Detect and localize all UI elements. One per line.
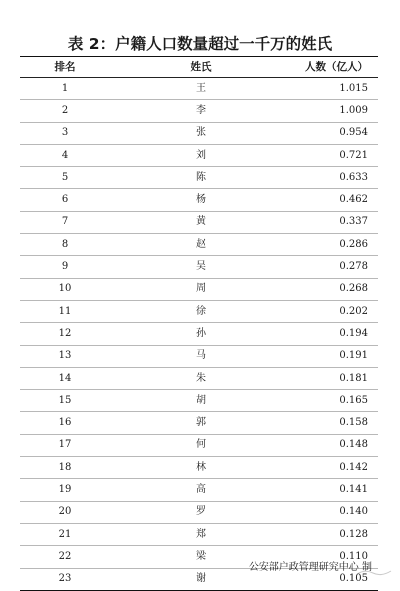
table-row: [20, 523, 378, 545]
table-row: [20, 256, 378, 278]
surname-cell: 谢: [110, 568, 268, 590]
table-row: [20, 434, 378, 456]
population-cell: 1.015: [268, 78, 378, 100]
population-cell: 0.181: [268, 367, 378, 389]
surname-cell: 李: [110, 100, 268, 122]
table-row: [20, 390, 378, 412]
surname-cell: 赵: [110, 234, 268, 256]
table-row: [20, 122, 378, 144]
surname-cell: 刘: [110, 144, 268, 166]
population-cell: 0.202: [268, 300, 378, 322]
table-body: [20, 78, 378, 591]
column-header-population: 人数（亿人）: [268, 57, 378, 78]
population-cell: 0.158: [268, 412, 378, 434]
table-row: [20, 412, 378, 434]
population-cell: 0.142: [268, 457, 378, 479]
surname-cell: 孙: [110, 323, 268, 345]
surname-cell: 吴: [110, 256, 268, 278]
population-cell: 0.721: [268, 144, 378, 166]
surname-cell: 林: [110, 457, 268, 479]
rank-cell: 16: [20, 412, 110, 434]
population-cell: 0.105: [268, 568, 378, 590]
rank-cell: 10: [20, 278, 110, 300]
table-row: [20, 100, 378, 122]
surname-cell: 王: [110, 78, 268, 100]
rank-cell: 12: [20, 323, 110, 345]
population-cell: 0.268: [268, 278, 378, 300]
population-cell: 0.337: [268, 211, 378, 233]
rank-cell: 9: [20, 256, 110, 278]
population-cell: 0.954: [268, 122, 378, 144]
table-row: [20, 234, 378, 256]
table-title: 表 2：户籍人口数量超过一千万的姓氏: [67, 35, 333, 53]
population-cell: 0.165: [268, 390, 378, 412]
table-row: [20, 144, 378, 166]
surname-cell: 郑: [110, 523, 268, 545]
table-row: [20, 367, 378, 389]
surname-cell: 朱: [110, 367, 268, 389]
table-row: [20, 323, 378, 345]
table-header-row: [20, 57, 378, 78]
population-cell: 0.286: [268, 234, 378, 256]
surname-cell: 高: [110, 479, 268, 501]
surname-cell: 郭: [110, 412, 268, 434]
column-header-surname: 姓氏: [110, 57, 268, 78]
population-cell: 0.141: [268, 479, 378, 501]
table-row: [20, 189, 378, 211]
surname-cell: 陈: [110, 167, 268, 189]
population-cell: 0.462: [268, 189, 378, 211]
surname-cell: 梁: [110, 546, 268, 568]
table-row: [20, 479, 378, 501]
rank-cell: 18: [20, 457, 110, 479]
rank-cell: 2: [20, 100, 110, 122]
table-row: [20, 211, 378, 233]
table-row: [20, 345, 378, 367]
population-cell: 0.633: [268, 167, 378, 189]
rank-cell: 14: [20, 367, 110, 389]
rank-cell: 4: [20, 144, 110, 166]
surname-cell: 杨: [110, 189, 268, 211]
table-row: [20, 457, 378, 479]
table-row: [20, 78, 378, 100]
surname-cell: 马: [110, 345, 268, 367]
rank-cell: 19: [20, 479, 110, 501]
rank-cell: 13: [20, 345, 110, 367]
source-credit: 公安部户政管理研究中心 制: [248, 562, 372, 573]
surname-cell: 何: [110, 434, 268, 456]
surname-cell: 黄: [110, 211, 268, 233]
rank-cell: 6: [20, 189, 110, 211]
rank-cell: 17: [20, 434, 110, 456]
population-cell: 1.009: [268, 100, 378, 122]
population-cell: 0.191: [268, 345, 378, 367]
rank-cell: 1: [20, 78, 110, 100]
surname-cell: 胡: [110, 390, 268, 412]
table-row: [20, 167, 378, 189]
table-row: [20, 278, 378, 300]
rank-cell: 21: [20, 523, 110, 545]
surname-table: [20, 56, 378, 591]
population-cell: 0.194: [268, 323, 378, 345]
table-row: [20, 501, 378, 523]
surname-cell: 张: [110, 122, 268, 144]
surname-cell: 周: [110, 278, 268, 300]
population-cell: 0.140: [268, 501, 378, 523]
column-header-rank: 排名: [20, 57, 110, 78]
surname-cell: 徐: [110, 300, 268, 322]
rank-cell: 15: [20, 390, 110, 412]
population-cell: 0.110: [268, 546, 378, 568]
rank-cell: 5: [20, 167, 110, 189]
watermark-mark: [356, 568, 392, 576]
population-cell: 0.128: [268, 523, 378, 545]
rank-cell: 8: [20, 234, 110, 256]
rank-cell: 7: [20, 211, 110, 233]
surname-cell: 罗: [110, 501, 268, 523]
population-cell: 0.148: [268, 434, 378, 456]
rank-cell: 20: [20, 501, 110, 523]
rank-cell: 22: [20, 546, 110, 568]
table-row: [20, 300, 378, 322]
rank-cell: 3: [20, 122, 110, 144]
population-cell: 0.278: [268, 256, 378, 278]
rank-cell: 23: [20, 568, 110, 590]
rank-cell: 11: [20, 300, 110, 322]
